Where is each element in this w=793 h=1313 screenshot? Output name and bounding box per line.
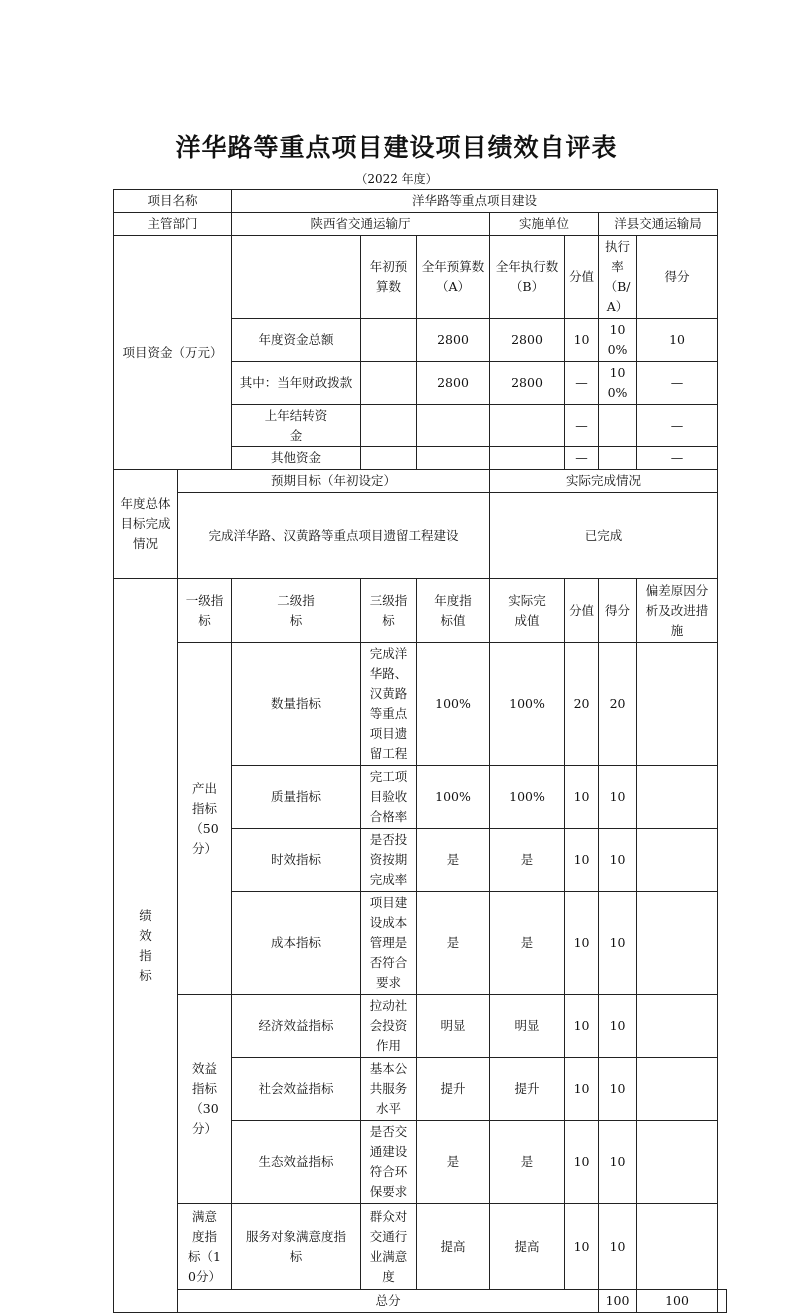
indicator-target: 是 <box>417 1121 490 1204</box>
indicator-header: 分值 <box>565 579 599 643</box>
indicator-score: 10 <box>599 995 637 1058</box>
funds-annual <box>417 405 490 447</box>
dept-value: 陕西省交通运输厅 <box>232 213 490 236</box>
level2-indicator: 生态效益指标 <box>232 1121 361 1204</box>
level3-indicator: 拉动社会投资作用 <box>361 995 417 1058</box>
funds-score-value: 10 <box>565 319 599 362</box>
funds-rate <box>599 405 637 447</box>
funds-score-value: — <box>565 447 599 470</box>
funds-header-row <box>114 236 727 319</box>
indicator-score: 10 <box>599 1058 637 1121</box>
indicator-actual: 100% <box>490 643 565 766</box>
level3-indicator: 完工项目验收合格率 <box>361 766 417 829</box>
level2-indicator: 服务对象满意度指标 <box>232 1204 361 1290</box>
indicator-target: 是 <box>417 892 490 995</box>
indicator-actual: 是 <box>490 892 565 995</box>
goals-header-row <box>114 470 727 493</box>
indicator-target: 提升 <box>417 1058 490 1121</box>
funds-rate: 100% <box>599 319 637 362</box>
indicator-value: 10 <box>565 995 599 1058</box>
indicator-note <box>637 643 718 766</box>
funds-executed <box>490 447 565 470</box>
impl-value: 洋县交通运输局 <box>599 213 718 236</box>
evaluation-table <box>113 189 727 1313</box>
indicator-target: 明显 <box>417 995 490 1058</box>
total-note <box>718 1290 727 1313</box>
level2-indicator: 成本指标 <box>232 892 361 995</box>
dept-label: 主管部门 <box>114 213 232 236</box>
funds-header: 全年执行数（B） <box>490 236 565 319</box>
funds-initial <box>361 319 417 362</box>
indicator-header: 年度指标值 <box>417 579 490 643</box>
funds-header: 得分 <box>637 236 718 319</box>
indicators-header-row <box>114 579 727 643</box>
indicator-score: 10 <box>599 766 637 829</box>
indicator-header: 二级指标 <box>232 579 361 643</box>
total-row <box>114 1290 727 1313</box>
indicator-value: 10 <box>565 766 599 829</box>
indicator-value: 10 <box>565 892 599 995</box>
funds-header: 分值 <box>565 236 599 319</box>
indicator-target: 100% <box>417 766 490 829</box>
funds-row-name: 年度资金总额 <box>232 319 361 362</box>
level3-indicator: 项目建设成本管理是否符合要求 <box>361 892 417 995</box>
page-title: 洋华路等重点项目建设项目绩效自评表 <box>175 133 618 162</box>
funds-score: 10 <box>637 319 718 362</box>
indicator-value: 20 <box>565 643 599 766</box>
indicator-header: 得分 <box>599 579 637 643</box>
indicator-row <box>114 995 727 1058</box>
project-name-value: 洋华路等重点项目建设 <box>232 190 718 213</box>
indicator-target: 100% <box>417 643 490 766</box>
goals-actual: 已完成 <box>490 493 718 579</box>
funds-row-name: 上年结转资金 <box>232 405 361 447</box>
funds-annual: 2800 <box>417 362 490 405</box>
funds-annual: 2800 <box>417 319 490 362</box>
total-value: 100 <box>599 1290 637 1313</box>
funds-score: — <box>637 405 718 447</box>
funds-rate <box>599 447 637 470</box>
indicator-score: 10 <box>599 829 637 892</box>
indicator-row <box>114 1204 727 1290</box>
indicator-row <box>114 643 727 766</box>
indicator-actual: 100% <box>490 766 565 829</box>
indicator-note <box>637 1121 718 1204</box>
project-name-row <box>114 190 727 213</box>
indicator-actual: 提高 <box>490 1204 565 1290</box>
impl-label: 实施单位 <box>490 213 599 236</box>
level2-indicator: 数量指标 <box>232 643 361 766</box>
indicator-note <box>637 829 718 892</box>
funds-executed: 2800 <box>490 362 565 405</box>
level3-indicator: 完成洋华路、汉黄路等重点项目遗留工程 <box>361 643 417 766</box>
funds-label: 项目资金（万元） <box>114 236 232 470</box>
funds-header: 执行率（B/A） <box>599 236 637 319</box>
level2-indicator: 社会效益指标 <box>232 1058 361 1121</box>
indicator-note <box>637 1058 718 1121</box>
goals-expected: 完成洋华路、汉黄路等重点项目遗留工程建设 <box>178 493 490 579</box>
indicator-score: 10 <box>599 892 637 995</box>
funds-header: 年初预算数 <box>361 236 417 319</box>
goals-expected-header: 预期目标（年初设定） <box>178 470 490 493</box>
funds-executed <box>490 405 565 447</box>
goals-content-row <box>114 493 727 579</box>
level3-indicator: 是否投资按期完成率 <box>361 829 417 892</box>
indicator-header: 实际完成值 <box>490 579 565 643</box>
indicator-value: 10 <box>565 1204 599 1290</box>
total-score: 100 <box>637 1290 718 1313</box>
indicator-actual: 是 <box>490 1121 565 1204</box>
indicator-target: 提高 <box>417 1204 490 1290</box>
indicator-header: 偏差原因分析及改进措施 <box>637 579 718 643</box>
indicator-header: 三级指标 <box>361 579 417 643</box>
level1-indicator: 产出指标（50分） <box>178 643 232 995</box>
indicator-value: 10 <box>565 1058 599 1121</box>
indicator-header: 一级指标 <box>178 579 232 643</box>
funds-rate: 100% <box>599 362 637 405</box>
total-label: 总分 <box>178 1290 599 1313</box>
indicator-note <box>637 892 718 995</box>
indicator-note <box>637 766 718 829</box>
funds-row-name: 其中：当年财政拨款 <box>232 362 361 405</box>
level2-indicator: 经济效益指标 <box>232 995 361 1058</box>
project-name-label: 项目名称 <box>114 190 232 213</box>
funds-score: — <box>637 362 718 405</box>
indicator-value: 10 <box>565 829 599 892</box>
indicator-actual: 提升 <box>490 1058 565 1121</box>
goals-actual-header: 实际完成情况 <box>490 470 718 493</box>
indicator-value: 10 <box>565 1121 599 1204</box>
indicator-score: 20 <box>599 643 637 766</box>
department-row <box>114 213 727 236</box>
level3-indicator: 基本公共服务水平 <box>361 1058 417 1121</box>
funds-score-value: — <box>565 405 599 447</box>
goals-label: 年度总体目标完成情况 <box>114 470 178 579</box>
indicator-actual: 是 <box>490 829 565 892</box>
indicator-actual: 明显 <box>490 995 565 1058</box>
funds-header-blank <box>232 236 361 319</box>
funds-executed: 2800 <box>490 319 565 362</box>
funds-annual <box>417 447 490 470</box>
level2-indicator: 质量指标 <box>232 766 361 829</box>
level3-indicator: 是否交通建设符合环保要求 <box>361 1121 417 1204</box>
year-note: （2022 年度） <box>355 172 438 186</box>
funds-score-value: — <box>565 362 599 405</box>
funds-initial <box>361 447 417 470</box>
level1-indicator: 效益指标（30分） <box>178 995 232 1204</box>
level3-indicator: 群众对交通行业满意度 <box>361 1204 417 1290</box>
funds-initial <box>361 405 417 447</box>
level1-indicator: 满意度指标（10分） <box>178 1204 232 1290</box>
indicator-note <box>637 995 718 1058</box>
indicator-score: 10 <box>599 1121 637 1204</box>
indicator-note <box>637 1204 718 1290</box>
funds-header: 全年预算数（A） <box>417 236 490 319</box>
funds-score: — <box>637 447 718 470</box>
funds-row-name: 其他资金 <box>232 447 361 470</box>
indicator-score: 10 <box>599 1204 637 1290</box>
indicator-target: 是 <box>417 829 490 892</box>
funds-initial <box>361 362 417 405</box>
level2-indicator: 时效指标 <box>232 829 361 892</box>
indicators-label: 绩效指标 <box>114 579 178 1313</box>
